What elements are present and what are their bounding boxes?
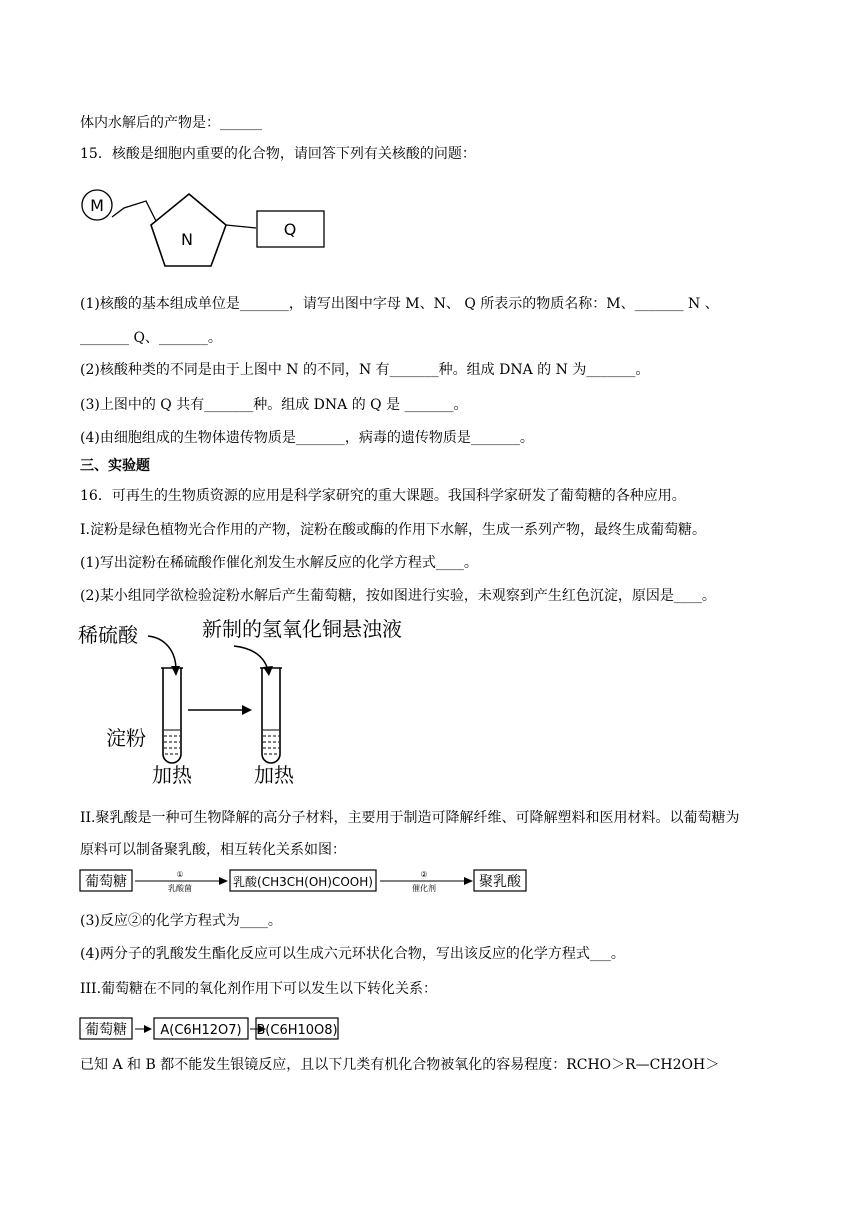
link-n-q (226, 225, 256, 228)
label-starch: 淀粉 (106, 726, 146, 750)
text-line: II.聚乳酸是一种可生物降解的高分子材料，主要用于制造可降解纤维、可降解塑料和医用材料。以葡萄糖为 (80, 810, 740, 826)
test-tube-1 (163, 668, 181, 763)
label-b: B(C6H10O8) (256, 1023, 338, 1038)
label-lactic-acid: 乳酸(CH3CH(OH)COOH) (233, 875, 373, 889)
svg-text:催化剂: 催化剂 (412, 884, 436, 893)
arrow-acid (148, 636, 176, 670)
question-15: 15．核酸是细胞内重要的化合物，请回答下列有关核酸的问题： (80, 146, 476, 162)
question-15-1: (1)核酸的基本组成单位是_______，请写出图中字母 M、N、 Q 所表示的物质名称：M、_______ N 、 (80, 296, 719, 312)
svg-text:①: ① (176, 870, 184, 879)
text-line: 体内水解后的产物是：______ (80, 115, 262, 131)
nucleotide-diagram (80, 183, 330, 273)
label-pla: 聚乳酸 (479, 874, 521, 890)
question-16-2: (2)某小组同学欲检验淀粉水解后产生葡萄糖，按如图进行实验，未观察到产生红色沉淀，原因是____。 (80, 588, 716, 604)
text-line: 原料可以制备聚乳酸，相互转化关系如图： (80, 842, 346, 858)
label-acid: 稀硫酸 (78, 623, 138, 647)
test-tube-2 (262, 668, 280, 763)
section-heading: 三、实验题 (80, 458, 150, 474)
arrowhead (242, 705, 252, 715)
label-m: M (90, 196, 104, 215)
arrow-reagent (234, 646, 268, 670)
question-16: 16．可再生的生物质资源的应用是科学家研究的重大课题。我国科学家研发了葡萄糖的各种应用。 (80, 488, 686, 504)
label-n: N (181, 230, 193, 249)
label-heat-2: 加热 (254, 763, 294, 787)
link-m-n (112, 201, 156, 221)
label-heat-1: 加热 (152, 763, 192, 787)
label-glucose: 葡萄糖 (85, 1022, 127, 1038)
svg-text:乳酸菌: 乳酸菌 (168, 884, 192, 893)
text-line: I.淀粉是绿色植物光合作用的产物，淀粉在酸或酶的作用下水解，生成一系列产物，最终生成葡萄糖。 (80, 522, 706, 538)
svg-text:②: ② (420, 870, 428, 879)
question-15-1-cont: _______ Q、_______。 (80, 330, 222, 346)
question-16-4: (4)两分子的乳酸发生酯化反应可以生成六元环状化合物，写出该反应的化学方程式___。 (80, 946, 625, 962)
experiment-diagram (76, 612, 402, 792)
question-16-3: (3)反应②的化学方程式为____。 (80, 913, 282, 929)
oxidation-flow-diagram (80, 1016, 340, 1044)
question-15-2: (2)核酸种类的不同是由于上图中 N 的不同，N 有_______种。组成 DNA 的 N 为_______。 (80, 362, 650, 378)
label-reagent: 新制的氢氧化铜悬浊液 (202, 617, 402, 641)
pla-flow-diagram (80, 868, 530, 896)
label-glucose: 葡萄糖 (85, 874, 127, 890)
question-15-4: (4)由细胞组成的生物体遗传物质是_______，病毒的遗传物质是_______。 (80, 430, 534, 446)
question-16-1: (1)写出淀粉在稀硫酸作催化剂发生水解反应的化学方程式____。 (80, 555, 478, 571)
question-15-3: (3)上图中的 Q 共有_______种。组成 DNA 的 Q 是 _______。 (80, 397, 468, 413)
text-line: 已知 A 和 B 都不能发生银镜反应，且以下几类有机化合物被氧化的容易程度：RCHO＞R—CH2OH＞ (80, 1057, 720, 1073)
label-q: Q (283, 220, 297, 239)
label-a: A(C6H12O7) (160, 1023, 242, 1038)
text-line: III.葡萄糖在不同的氧化剂作用下可以发生以下转化关系： (80, 981, 438, 997)
